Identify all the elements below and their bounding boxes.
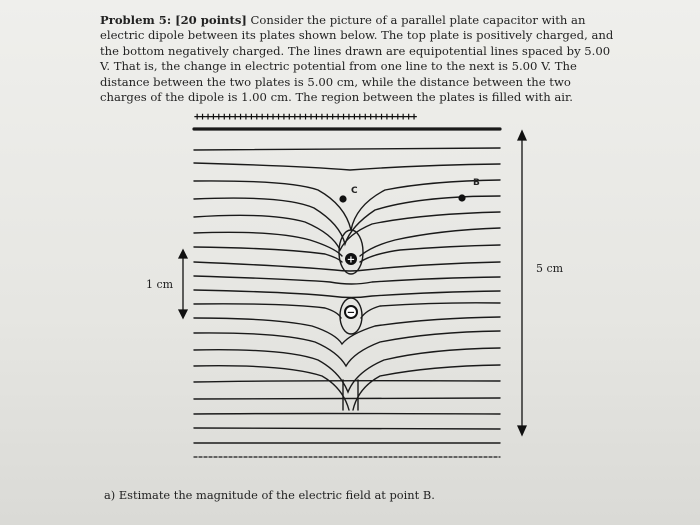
dipole-separation-label: 1 cm (146, 278, 174, 291)
equipotential-line (194, 331, 500, 366)
equipotential-line (194, 232, 342, 256)
point-b-dot (458, 194, 465, 201)
equipotential-line (194, 180, 500, 230)
equipotential-line (353, 365, 500, 410)
one-cm-arrow (179, 250, 187, 318)
problem-body: Consider the picture of a parallel plate capacitor with an electric dipole between its plates shown below. The top plate is positively charged, and the bottom negatively charged. The lines drawn are equipotential lines spaced by 5.00 V. That is, the change in electric potential from one line to the next is 5.00 V. The distance between the two plates is 5.00 cm, while the distance between the two charges of the dipole is 1.00 cm. The region between the plates is filled with air. (100, 13, 614, 105)
positive-charge-symbol: + (346, 254, 356, 266)
equipotential-line (194, 381, 500, 382)
equipotential-line (194, 414, 500, 415)
equipotential-line (194, 366, 349, 410)
positive-charge (345, 253, 357, 266)
point-b-label: B (473, 178, 480, 188)
question-a: a) Estimate the magnitude of the electric field at point B. (104, 488, 435, 502)
equipotential-line (360, 245, 500, 262)
equipotential-line (194, 247, 342, 262)
plate-separation-label: 5 cm (536, 262, 564, 275)
equipotential-line (194, 398, 500, 399)
equipotential-line (194, 276, 500, 284)
equipotential-line (194, 304, 341, 318)
equipotential-line (361, 303, 500, 318)
equipotential-line (194, 348, 500, 392)
negative-charge-symbol: − (346, 307, 356, 319)
negative-charge (345, 306, 357, 319)
equipotential-line (194, 148, 500, 150)
equipotential-line (194, 317, 500, 344)
problem-heading: Problem 5: [20 points] (100, 13, 247, 27)
five-cm-arrow (518, 131, 526, 435)
equipotential-line (194, 290, 500, 298)
equipotential-lines (194, 129, 500, 457)
equipotential-line (194, 428, 500, 429)
top-plate-charges: +++++++++++++++++++++++++++++++++++++++++ (194, 111, 417, 123)
point-c-dot (339, 195, 346, 202)
equipotential-line (194, 163, 500, 170)
point-c-label: C (351, 186, 358, 196)
equipotential-line (360, 228, 500, 256)
